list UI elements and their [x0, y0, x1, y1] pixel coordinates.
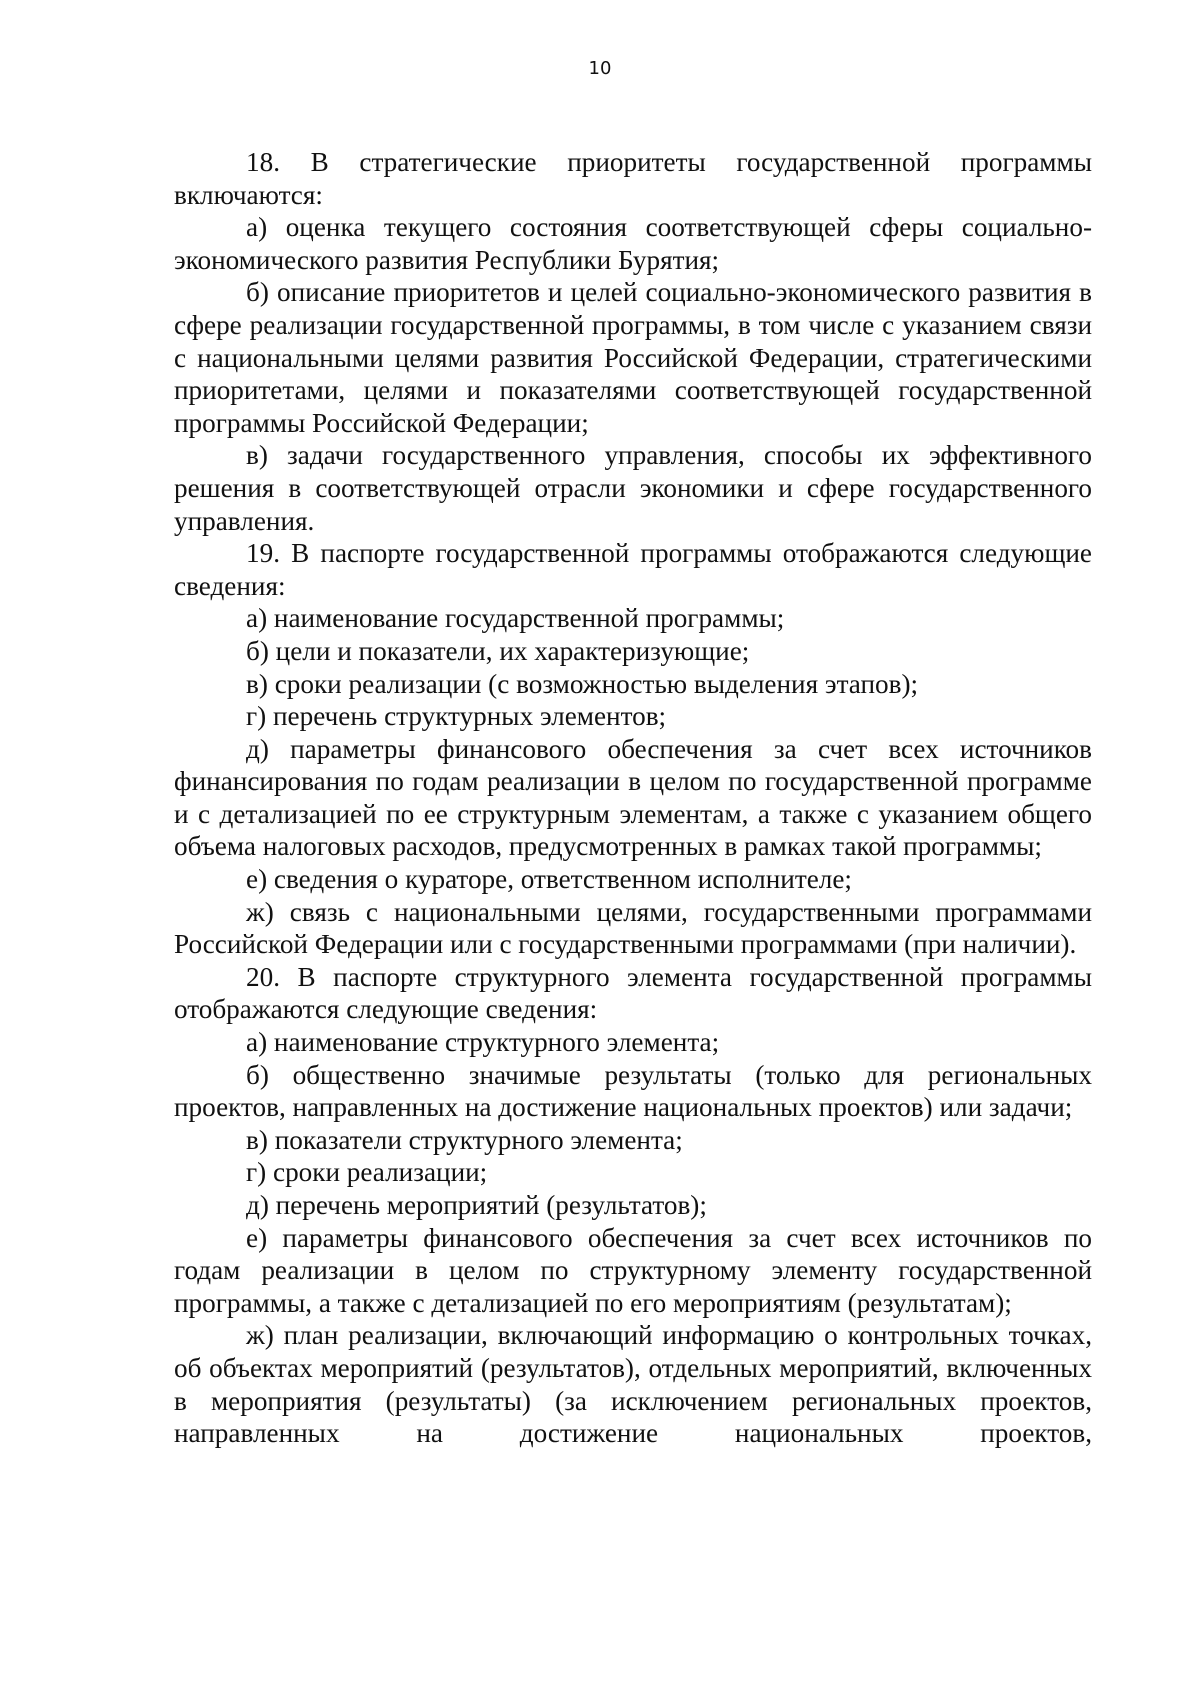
- paragraph-19-intro: 19. В паспорте государственной программы отображаются следующие сведения:: [174, 538, 1092, 601]
- paragraph-18-intro: 18. В стратегические приоритеты государственной программы включаются:: [174, 147, 1092, 210]
- paragraph-20-d: г) сроки реализации;: [246, 1157, 488, 1188]
- paragraph-19-g: ж) связь с национальными целями, государственными программами Российской Федерации или с государственными программами (при наличии).: [174, 896, 1092, 960]
- page-number: 10: [588, 58, 612, 79]
- paragraph-20-f: е) параметры финансового обеспечения за счет всех источников по годам реализации в целом по структурному элементу государственной программы, а также с детализацией по его мероприятиям (результатам);: [174, 1222, 1092, 1318]
- paragraph-19-e: д) параметры финансового обеспечения за счет всех источников финансирования по годам реализации в целом по государственной программе и с детализацией по ее структурным элементам, а также с указанием общего объема налоговых расходов, предусмотренных в рамках такой программы;: [174, 733, 1092, 862]
- paragraph-18-b: б) описание приоритетов и целей социально-экономического развития в сфере реализации государственной программы, в том числе с указанием связи с национальными целями развития Российской Федерации, стратегическими приоритетами, целями и показателями соответствующей государственной программы Российской Федерации;: [174, 277, 1092, 438]
- paragraph-20-b: б) общественно значимые результаты (только для региональных проектов, направленных на достижение национальных проектов) или задачи;: [174, 1059, 1092, 1123]
- paragraph-20-a: а) наименование структурного элемента;: [246, 1027, 720, 1058]
- paragraph-18-a: а) оценка текущего состояния соответствующей сферы социально-экономического развития Республики Бурятия;: [174, 212, 1092, 275]
- document-body: [174, 146, 1092, 1450]
- paragraph-19-f: е) сведения о кураторе, ответственном исполнителе;: [246, 864, 852, 895]
- paragraph-20-g: ж) план реализации, включающий информацию о контрольных точках, об объектах мероприятий (результатов), отдельных мероприятий, включенных в мероприятия (результаты) (за исключением региональных проектов, направленных на достижение национальных проектов,: [174, 1320, 1092, 1449]
- paragraph-19-c: в) сроки реализации (с возможностью выделения этапов);: [246, 668, 919, 699]
- paragraph-19-a: а) наименование государственной программы;: [246, 603, 785, 634]
- paragraph-18-c: в) задачи государственного управления, способы их эффективного решения в соответствующей отрасли экономики и сфере государственного управления.: [174, 440, 1092, 536]
- paragraph-20-c: в) показатели структурного элемента;: [246, 1124, 683, 1155]
- paragraph-20-intro: 20. В паспорте структурного элемента государственной программы отображаются следующие сведения:: [174, 961, 1092, 1025]
- paragraph-19-b: б) цели и показатели, их характеризующие;: [246, 635, 750, 666]
- paragraph-20-e: д) перечень мероприятий (результатов);: [246, 1190, 707, 1220]
- paragraph-19-d: г) перечень структурных элементов;: [246, 701, 667, 732]
